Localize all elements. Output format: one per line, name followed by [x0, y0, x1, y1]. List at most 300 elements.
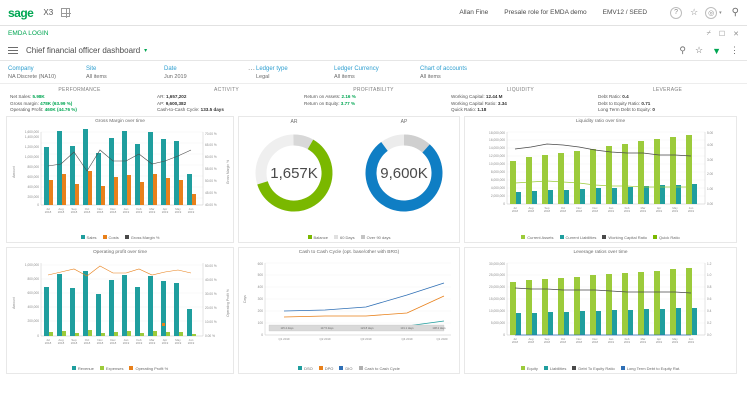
folder-name[interactable]: EMV12 / SEED	[602, 9, 648, 16]
svg-text:115.4 days: 115.4 days	[280, 327, 294, 331]
filter-date[interactable]	[164, 66, 242, 80]
legend-item[interactable]	[81, 235, 97, 240]
legend-item[interactable]	[100, 366, 124, 371]
svg-text:4.00: 4.00	[707, 142, 714, 147]
dashboard-header	[0, 41, 747, 61]
svg-text:2019: 2019	[148, 209, 156, 214]
kpi-row	[451, 94, 590, 101]
legend-label: Cash to Cash Cycle	[364, 365, 400, 371]
svg-text:10.00 %: 10.00 %	[205, 319, 217, 324]
svg-text:Mar: Mar	[149, 337, 155, 342]
kpi-leverage	[594, 87, 741, 114]
kpi-row	[598, 94, 737, 101]
svg-text:2018: 2018	[511, 339, 519, 344]
kpi-row	[157, 101, 296, 108]
legend-item[interactable]	[125, 235, 160, 240]
svg-text:Feb: Feb	[624, 205, 630, 210]
svg-text:5.00: 5.00	[707, 130, 714, 135]
filter-value: All items	[86, 73, 107, 80]
svg-text:2018: 2018	[109, 209, 117, 214]
chart-title: Liquidity ratio over time	[575, 118, 626, 124]
kpi-row	[10, 101, 149, 108]
svg-text:15,000,000: 15,000,000	[489, 296, 505, 301]
svg-text:2019: 2019	[671, 208, 679, 213]
svg-text:Feb: Feb	[136, 206, 142, 211]
legend-item[interactable]	[129, 366, 168, 371]
cash-cycle-svg	[239, 255, 459, 355]
svg-text:131.1 days: 131.1 days	[400, 327, 414, 331]
donut-center-value: 9,600K	[380, 164, 428, 182]
ar-donut-svg	[239, 125, 349, 221]
legend-item[interactable]	[339, 366, 352, 371]
kpi-row	[157, 94, 296, 101]
funnel-icon[interactable]: ▼	[712, 45, 721, 56]
card-ar-ap-donuts[interactable]	[238, 116, 460, 243]
breadcrumb-label[interactable]: EMDA LOGIN	[8, 30, 49, 37]
filter-label: Ledger Currency	[334, 66, 379, 72]
svg-text:Q4 2019: Q4 2019	[401, 336, 413, 341]
donut-ap[interactable]	[349, 117, 459, 234]
svg-text:1.0: 1.0	[707, 272, 712, 277]
legend-item[interactable]	[334, 235, 355, 240]
svg-text:117.5 days: 117.5 days	[320, 327, 334, 331]
kpi-performance	[6, 87, 153, 114]
svg-text:2.00: 2.00	[707, 171, 714, 176]
svg-text:4,000,000: 4,000,000	[490, 185, 505, 190]
legend-item[interactable]	[521, 235, 553, 240]
legend-label: Long Term Debt to Equity Rat.	[626, 365, 681, 371]
svg-text:Jun: Jun	[188, 206, 194, 211]
kpi-row	[598, 107, 737, 114]
svg-text:2018: 2018	[543, 339, 551, 344]
svg-text:2018: 2018	[83, 209, 91, 214]
kpi-value: 1,657,202	[165, 94, 187, 99]
svg-text:2018: 2018	[527, 339, 535, 344]
svg-text:2019: 2019	[161, 340, 169, 345]
svg-text:Mar: Mar	[640, 336, 646, 341]
middle-column	[238, 116, 460, 374]
kpi-label: AP:	[157, 100, 165, 106]
svg-text:0.00 %: 0.00 %	[205, 333, 215, 338]
filter-site[interactable]	[86, 66, 164, 80]
svg-text:2018: 2018	[527, 208, 535, 213]
chevron-down-icon[interactable]: ▾	[144, 48, 148, 54]
svg-text:50.00 %: 50.00 %	[205, 178, 217, 183]
svg-text:Jul: Jul	[46, 337, 50, 342]
svg-text:65.00 %: 65.00 %	[205, 142, 217, 147]
card-leverage[interactable]	[464, 247, 737, 374]
svg-text:Dec: Dec	[592, 336, 598, 341]
expand-icon[interactable]: ⌿	[706, 29, 711, 37]
kpi-label: Operating Profit:	[10, 107, 44, 113]
more-icon[interactable]: ⋮	[730, 45, 739, 55]
svg-text:200,000: 200,000	[27, 318, 39, 323]
svg-text:2019: 2019	[135, 209, 143, 214]
kpi-row	[304, 94, 443, 101]
legend-label: Working Capital Ratio	[608, 234, 648, 240]
filter-label: Company	[8, 66, 34, 72]
svg-text:2018: 2018	[109, 340, 117, 345]
grid-icon[interactable]	[61, 8, 70, 17]
card-operating-profit[interactable]	[6, 247, 234, 374]
compass-icon[interactable]: ◎	[705, 7, 717, 19]
svg-text:800,000: 800,000	[27, 276, 39, 281]
chart-canvas-operating-profit	[7, 255, 233, 365]
chart-legend	[239, 365, 459, 373]
legend-label: Sales	[86, 234, 97, 240]
kpi-label: Net Sales:	[10, 94, 32, 99]
donut-ar[interactable]	[239, 117, 349, 234]
right-column	[464, 116, 737, 374]
svg-text:25,000,000: 25,000,000	[489, 272, 505, 277]
svg-text:Dec: Dec	[110, 206, 116, 211]
legend-item[interactable]	[319, 366, 334, 371]
product-name: X3	[43, 8, 54, 17]
svg-text:30.00 %: 30.00 %	[205, 291, 217, 296]
svg-text:30,000,000: 30,000,000	[489, 261, 505, 266]
svg-text:2018: 2018	[575, 208, 583, 213]
svg-text:Days: Days	[243, 295, 247, 303]
chart-canvas-leverage	[465, 255, 736, 365]
svg-text:Sep: Sep	[71, 337, 77, 342]
svg-text:2019: 2019	[161, 209, 169, 214]
svg-text:Nov: Nov	[97, 206, 103, 211]
charts-area	[0, 116, 747, 374]
svg-text:55.00 %: 55.00 %	[205, 166, 217, 171]
kpi-activity	[153, 87, 300, 114]
svg-text:2019: 2019	[122, 340, 130, 345]
svg-text:300: 300	[257, 296, 263, 301]
legend-label: Gross Margin %	[130, 234, 160, 240]
svg-text:2019: 2019	[607, 208, 615, 213]
legend-item[interactable]	[621, 366, 681, 371]
legend-label: Expenses	[105, 365, 124, 371]
svg-text:0.00: 0.00	[707, 201, 714, 206]
svg-text:1,200,000: 1,200,000	[24, 144, 39, 149]
legend-label: DIO	[345, 365, 353, 371]
svg-text:18,000,000: 18,000,000	[489, 130, 505, 135]
svg-text:0.2: 0.2	[707, 320, 712, 325]
svg-text:2018: 2018	[57, 209, 65, 214]
svg-text:2019: 2019	[174, 340, 182, 345]
svg-text:400,000: 400,000	[27, 304, 39, 309]
kpi-label: Gross margin:	[10, 100, 39, 106]
svg-text:Jun: Jun	[688, 205, 694, 210]
svg-text:10,000,000: 10,000,000	[489, 161, 505, 166]
svg-text:2,000,000: 2,000,000	[490, 193, 505, 198]
kpi-value: 9,600,382	[165, 100, 187, 106]
svg-text:Jan: Jan	[123, 206, 129, 211]
svg-text:Feb: Feb	[624, 336, 630, 341]
legend-item[interactable]	[359, 366, 400, 371]
svg-text:Jun: Jun	[688, 336, 694, 341]
legend-item[interactable]	[361, 235, 391, 240]
kpi-value: 0	[652, 107, 655, 113]
svg-text:60.00 %: 60.00 %	[205, 154, 217, 159]
svg-text:100: 100	[257, 320, 263, 325]
filter-ledger-currency[interactable]	[334, 66, 420, 80]
svg-text:Oct: Oct	[84, 337, 90, 342]
svg-text:200: 200	[257, 308, 263, 313]
filter-value: All items	[420, 73, 441, 80]
kpi-label: Quick Ratio:	[451, 107, 477, 113]
svg-text:0.4: 0.4	[707, 308, 712, 313]
svg-text:Amount: Amount	[12, 297, 16, 309]
kpi-value: 0.4	[622, 94, 629, 99]
svg-text:Q1 2020: Q1 2020	[436, 336, 448, 341]
filter-label: Date	[164, 66, 177, 72]
legend-label: Current Liabilities	[565, 234, 597, 240]
svg-text:Nov: Nov	[97, 337, 103, 342]
svg-text:2019: 2019	[135, 340, 143, 345]
svg-text:600,000: 600,000	[27, 174, 39, 179]
filter-overflow-dots[interactable]	[242, 66, 256, 80]
help-icon[interactable]: ?	[670, 7, 682, 19]
svg-text:Oct: Oct	[84, 206, 90, 211]
svg-text:2018: 2018	[591, 339, 599, 344]
card-gross-margin[interactable]	[6, 116, 234, 243]
kpi-row	[451, 107, 590, 114]
svg-text:Jan: Jan	[608, 205, 614, 210]
chart-canvas-cash-cycle	[239, 255, 459, 365]
svg-text:1,000,000: 1,000,000	[24, 154, 39, 159]
filter-value: Legal	[256, 73, 270, 80]
kpi-value: 12.44 M	[485, 94, 503, 99]
svg-text:1,000,000: 1,000,000	[24, 262, 39, 267]
chart-title: Cash to Cash Cycle (opt. base/other with BRG)	[298, 249, 400, 255]
svg-text:2019: 2019	[623, 339, 631, 344]
svg-text:2018: 2018	[96, 209, 104, 214]
svg-text:Oct: Oct	[560, 205, 566, 210]
svg-text:200,000: 200,000	[27, 194, 39, 199]
kpi-row	[451, 101, 590, 108]
kpi-row	[10, 107, 149, 114]
filter-label: Ledger type	[256, 66, 288, 72]
svg-text:12,000,000: 12,000,000	[489, 153, 505, 158]
svg-text:40.00 %: 40.00 %	[205, 202, 217, 207]
filter-label: Site	[86, 66, 97, 72]
filter-ledger-type[interactable]	[256, 66, 334, 80]
svg-text:2018: 2018	[575, 339, 583, 344]
svg-text:May: May	[175, 337, 181, 342]
svg-text:1.2: 1.2	[707, 261, 712, 266]
chart-title: Operating profit over time	[92, 249, 148, 255]
window-icon[interactable]: ☐	[718, 30, 726, 38]
svg-text:138.2 days: 138.2 days	[432, 327, 446, 331]
svg-text:70.00 %: 70.00 %	[205, 131, 217, 136]
kpi-row	[10, 94, 149, 101]
svg-text:Jan: Jan	[608, 336, 614, 341]
user-role[interactable]: Presale role for EMDA demo	[504, 9, 587, 16]
kpi-label: Return on Assets:	[304, 94, 341, 99]
star-icon[interactable]: ☆	[695, 45, 704, 55]
svg-text:2019: 2019	[174, 209, 182, 214]
svg-text:Aug: Aug	[58, 337, 64, 342]
gross-margin-svg	[7, 124, 233, 224]
svg-text:0.8: 0.8	[707, 284, 712, 289]
menu-icon[interactable]	[8, 47, 18, 55]
svg-text:8,000,000: 8,000,000	[490, 169, 505, 174]
liquidity-svg	[465, 124, 736, 224]
svg-text:2019: 2019	[623, 208, 631, 213]
filter-chart-of-accounts[interactable]	[420, 66, 506, 80]
svg-text:Aug: Aug	[528, 336, 534, 341]
svg-text:10,000,000: 10,000,000	[489, 308, 505, 313]
svg-text:Oct: Oct	[560, 336, 566, 341]
svg-text:2019: 2019	[671, 339, 679, 344]
legend-label: Balance	[313, 234, 328, 240]
svg-text:16,000,000: 16,000,000	[489, 137, 505, 142]
svg-text:2019: 2019	[607, 339, 615, 344]
legend-item[interactable]	[602, 235, 647, 240]
svg-text:400: 400	[257, 284, 263, 289]
kpi-label: Debt Ratio:	[598, 94, 621, 99]
kpi-heading: ACTIVITY	[214, 86, 239, 93]
search-icon[interactable]: ⚲	[679, 45, 686, 55]
svg-text:2018: 2018	[70, 340, 78, 345]
svg-text:2018: 2018	[96, 340, 104, 345]
chart-legend	[465, 234, 736, 242]
filter-bar	[0, 61, 747, 84]
chart-title: AP	[400, 118, 408, 125]
legend-item[interactable]	[560, 235, 597, 240]
svg-text:Jul: Jul	[513, 336, 517, 341]
svg-text:2019: 2019	[655, 208, 663, 213]
svg-text:Apr: Apr	[656, 336, 662, 341]
kpi-profitability	[300, 87, 447, 114]
svg-text:Apr: Apr	[162, 337, 168, 342]
kpi-heading: LIQUIDITY	[506, 86, 535, 93]
chart-legend	[7, 365, 233, 373]
card-liquidity[interactable]	[464, 116, 737, 243]
search-icon[interactable]: ⚲	[731, 7, 739, 18]
svg-text:5,000,000: 5,000,000	[490, 320, 505, 325]
kpi-heading: LEVERAGE	[652, 86, 683, 93]
card-cash-cycle[interactable]	[238, 247, 460, 374]
svg-text:2018: 2018	[511, 208, 519, 213]
svg-text:Mar: Mar	[149, 206, 155, 211]
svg-text:2019: 2019	[122, 209, 130, 214]
legend-label: Over 90 days	[366, 234, 391, 240]
legend-item[interactable]	[544, 366, 566, 371]
kpi-liquidity	[447, 87, 594, 114]
svg-text:2018: 2018	[83, 340, 91, 345]
filter-value: All items	[334, 73, 355, 80]
svg-text:2018: 2018	[543, 208, 551, 213]
filter-value: NA Discrete (NA10)	[8, 73, 56, 80]
chart-legend	[465, 365, 736, 373]
svg-text:1,400,000: 1,400,000	[24, 134, 39, 139]
sage-logo[interactable]: sage	[8, 5, 34, 20]
kpi-value: 0.71	[641, 100, 651, 106]
breadcrumb	[0, 26, 747, 41]
kpi-heading: PROFITABILITY	[353, 86, 394, 93]
kpi-band	[0, 84, 747, 116]
kpi-value: 1.18	[477, 107, 487, 113]
svg-text:6,000,000: 6,000,000	[490, 177, 505, 182]
legend-item[interactable]	[298, 366, 313, 371]
svg-text:Jun: Jun	[188, 337, 194, 342]
svg-text:Dec: Dec	[592, 205, 598, 210]
svg-text:May: May	[175, 206, 181, 211]
kpi-row	[598, 101, 737, 108]
legend-item[interactable]	[521, 366, 538, 371]
kpi-value: 3.77 %	[340, 100, 356, 106]
kpi-heading: PERFORMANCE	[58, 86, 101, 93]
svg-text:Aug: Aug	[58, 206, 64, 211]
filter-label: Chart of accounts	[420, 66, 468, 72]
svg-text:600: 600	[257, 261, 263, 266]
legend-label: Debt To Equity Ratio	[578, 365, 615, 371]
favorite-star-icon[interactable]: ☆	[690, 7, 699, 17]
left-column	[6, 116, 234, 374]
svg-text:2019: 2019	[639, 208, 647, 213]
top-bar	[0, 0, 747, 26]
svg-text:2018: 2018	[591, 208, 599, 213]
svg-text:0.0: 0.0	[707, 332, 712, 337]
legend-item[interactable]	[103, 235, 119, 240]
legend-item[interactable]	[572, 366, 614, 371]
kpi-value: 2.16 %	[341, 94, 356, 99]
svg-text:400,000: 400,000	[27, 184, 39, 189]
svg-text:Operating Profit %: Operating Profit %	[226, 289, 230, 317]
chart-title: AR	[290, 118, 298, 125]
window-controls	[707, 30, 739, 38]
kpi-label: Working Capital:	[451, 94, 485, 99]
kpi-value: 460K (44.76 %)	[44, 107, 77, 113]
svg-text:3.00: 3.00	[707, 157, 714, 162]
legend-item[interactable]	[653, 235, 680, 240]
svg-text:50.00 %: 50.00 %	[205, 263, 217, 268]
svg-text:2018: 2018	[44, 209, 52, 214]
kpi-label: Return on Equity:	[304, 100, 340, 106]
svg-text:Apr: Apr	[656, 205, 662, 210]
svg-text:Feb: Feb	[136, 337, 142, 342]
user-name[interactable]: Allan Fine	[459, 9, 489, 16]
legend-item[interactable]	[308, 235, 328, 240]
ap-donut-svg	[349, 125, 459, 221]
svg-text:Aug: Aug	[528, 205, 534, 210]
donut-center-value: 1,657K	[270, 164, 318, 182]
svg-text:800,000: 800,000	[27, 164, 39, 169]
svg-text:0: 0	[503, 201, 505, 206]
close-icon[interactable]: ✕	[733, 30, 739, 38]
svg-text:Q1 2019: Q1 2019	[278, 336, 290, 341]
donut-legend	[239, 234, 459, 242]
svg-text:14,000,000: 14,000,000	[489, 145, 505, 150]
svg-text:0: 0	[503, 332, 505, 337]
svg-text:Apr: Apr	[162, 206, 168, 211]
kpi-label: Working Capital Ratio:	[451, 100, 497, 106]
chevron-down-icon[interactable]: ▾	[719, 9, 722, 16]
svg-text:2018: 2018	[70, 209, 78, 214]
legend-item[interactable]	[72, 366, 94, 371]
chart-canvas-liquidity	[465, 124, 736, 234]
svg-text:Sep: Sep	[544, 336, 550, 341]
svg-text:Nov: Nov	[576, 205, 582, 210]
filter-company[interactable]	[8, 66, 86, 80]
chart-canvas-gross-margin	[7, 124, 233, 234]
svg-text:2019: 2019	[148, 340, 156, 345]
chart-title: Leverage ratios over time	[573, 249, 628, 255]
svg-text:20,000,000: 20,000,000	[489, 284, 505, 289]
svg-text:20.00 %: 20.00 %	[205, 305, 217, 310]
legend-label: Revenue	[77, 365, 94, 371]
leverage-svg	[465, 255, 736, 355]
svg-text:40.00 %: 40.00 %	[205, 277, 217, 282]
svg-text:2018: 2018	[57, 340, 65, 345]
operating-profit-svg	[7, 255, 233, 355]
